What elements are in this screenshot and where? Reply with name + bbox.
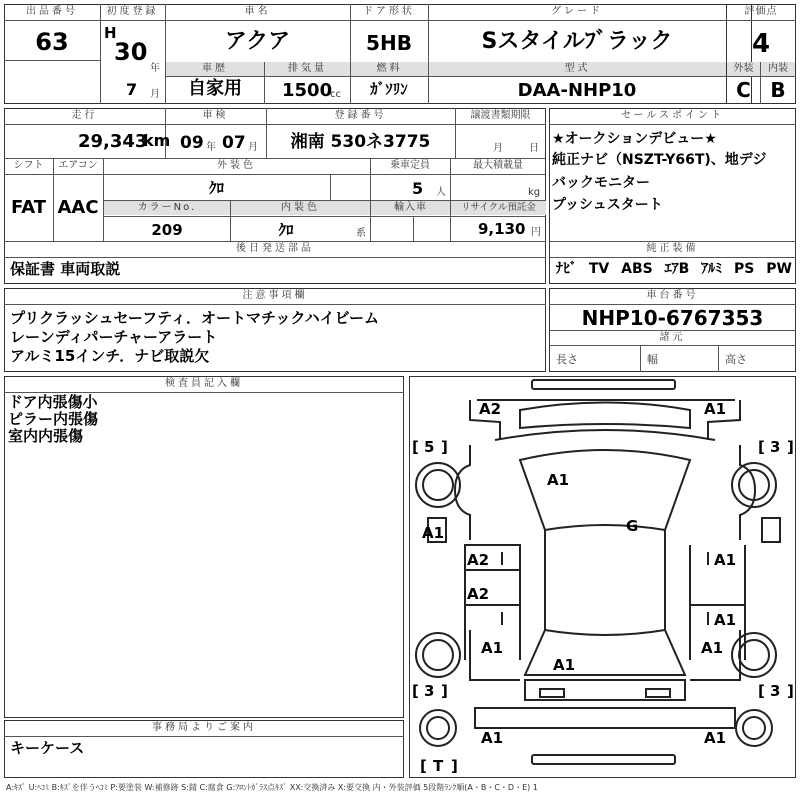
colorno: 209 xyxy=(151,221,183,239)
length-label: 長さ xyxy=(556,353,578,366)
shift-label: シフト xyxy=(13,160,44,171)
office-label: 事務局よりご案内 xyxy=(152,722,256,733)
door-label: ドア形状 xyxy=(363,6,415,17)
equipment-label: 純正装備 xyxy=(646,243,699,254)
lot-number: 63 xyxy=(35,28,69,56)
mark-bottom-left: A1 xyxy=(481,729,504,747)
grade: Sスタイルﾌﾞラック xyxy=(481,29,673,54)
tire-spare-close: ] xyxy=(451,757,458,775)
int-score: B xyxy=(770,78,786,102)
load-unit: kg xyxy=(528,187,541,198)
score-label: 評価点 xyxy=(744,6,778,17)
tire-rl-open: [ xyxy=(412,682,419,700)
windshield xyxy=(520,450,690,530)
width-label: 幅 xyxy=(647,353,658,366)
roof-sides xyxy=(545,530,665,630)
equip-tv: TV xyxy=(588,261,610,277)
capacity-label: 乗車定員 xyxy=(390,160,430,171)
history: 自家用 xyxy=(188,78,242,99)
left-front-fender xyxy=(455,445,470,540)
era: H xyxy=(104,24,117,42)
car-diagram xyxy=(409,376,796,778)
mirror-right xyxy=(762,518,780,542)
transfer-label: 譲渡書類期限 xyxy=(470,110,531,121)
insp-year: 09 xyxy=(180,133,204,153)
insp-month: 07 xyxy=(222,133,246,153)
mark-left-rear-door: A2 xyxy=(467,585,490,603)
rear-plate xyxy=(532,755,675,764)
office-text: キーケース xyxy=(10,739,85,757)
displacement-label: 排気量 xyxy=(265,62,350,76)
inspector-line-1: ドア内張傷小 xyxy=(8,393,98,411)
model: DAA-NHP10 xyxy=(517,80,637,101)
equip-pw: PW xyxy=(766,261,792,277)
mark-glass: G xyxy=(626,517,639,535)
color: ｸﾛ xyxy=(208,179,224,197)
history-label: 車歴 xyxy=(166,62,264,76)
tire-fr: 3 xyxy=(770,438,781,456)
equip-alloy: ｱﾙﾐ xyxy=(701,261,723,277)
mark-left-front-door: A2 xyxy=(467,551,490,569)
recycle-unit: 円 xyxy=(531,227,541,238)
docs-label: 後日発送部品 xyxy=(236,243,314,254)
int-label: 内装 xyxy=(761,62,795,76)
transfer-month: 月 xyxy=(493,143,503,154)
tail-right xyxy=(646,689,670,697)
reg-year: 30 xyxy=(114,38,148,66)
plate-label: 登録番号 xyxy=(334,110,387,121)
inspector-line-3: 室内内張傷 xyxy=(8,427,84,445)
notes-line-3: アルミ15インチ．ナビ取説欠 xyxy=(10,347,210,365)
mileage-label: 走行 xyxy=(71,110,98,121)
chassis-number: NHP10-6767353 xyxy=(581,306,764,330)
tire-spare-open: [ xyxy=(420,757,427,775)
mark-right-front-door: A1 xyxy=(714,551,737,569)
tire-fl: 5 xyxy=(424,438,435,456)
tire-fl-close: ] xyxy=(441,438,448,456)
mark-bottom-right: A1 xyxy=(704,729,727,747)
intcolor: ｸﾛ xyxy=(278,221,294,239)
colorno-label: カラーNo. xyxy=(104,201,230,215)
mark-roof: A1 xyxy=(547,471,570,489)
plate-number: 湘南 530ネ3775 xyxy=(290,132,431,152)
tire-rr-close: ] xyxy=(787,682,794,700)
inspector-line-2: ピラー内張傷 xyxy=(8,410,99,428)
inspector-label: 検査員記入欄 xyxy=(165,378,243,389)
rear-glass xyxy=(525,630,685,675)
recycle: 9,130 xyxy=(478,220,526,238)
shift: FAT xyxy=(10,197,47,218)
sales-line-1: ★オークションデビュー★ xyxy=(552,131,717,147)
sales-line-2: 純正ナビ（NSZT-Y66T)、地デジ xyxy=(552,152,767,168)
displacement: 1500 xyxy=(282,80,333,101)
insp-year-unit: 年 xyxy=(206,142,216,153)
front-corners xyxy=(470,400,740,440)
hood xyxy=(520,403,690,429)
tire-fr-open: [ xyxy=(758,438,765,456)
mark-front-left: A2 xyxy=(479,400,502,418)
fuel-label: 燃料 xyxy=(351,62,428,76)
tire-spare: T xyxy=(433,757,444,775)
recycle-label: リサイクル預託金 xyxy=(451,201,546,215)
car-name: アクア xyxy=(224,29,291,54)
reg-month: 7 xyxy=(126,80,138,99)
equip-airbag: ｴｱB xyxy=(664,261,690,277)
tire-rl: 3 xyxy=(424,682,435,700)
docs: 保証書 車両取説 xyxy=(10,260,121,278)
mark-right-rear-door: A1 xyxy=(714,611,737,629)
lot-label: 出品番号 xyxy=(26,6,78,17)
grade-label: グレード xyxy=(551,6,603,17)
model-label: 型式 xyxy=(429,62,726,76)
reg-label: 初度登録 xyxy=(106,6,159,17)
tire-fl-open: [ xyxy=(412,438,419,456)
inspection-label: 車検 xyxy=(202,110,229,121)
tire-spare-icon xyxy=(420,710,456,746)
height-label: 高さ xyxy=(725,353,747,366)
right-front-fender xyxy=(740,445,755,540)
chassis-label: 車台番号 xyxy=(646,290,699,301)
tire-rl-close: ] xyxy=(441,682,448,700)
mark-left-fender: A1 xyxy=(422,524,445,542)
year-unit: 年 xyxy=(150,63,160,74)
ac-label: エアコン xyxy=(58,160,98,171)
tire-rr: 3 xyxy=(770,682,781,700)
hood-line xyxy=(495,430,715,440)
ext-score: C xyxy=(736,78,751,102)
rear-bumper xyxy=(475,708,735,728)
load-label: 最大積載量 xyxy=(473,160,523,171)
km-unit: km xyxy=(143,131,171,150)
color-label: 外装色 xyxy=(217,160,256,171)
notes-line-2: レーンディパーチャーアラート xyxy=(10,328,218,346)
notes-line-1: プリクラッシュセーフティ．オートマチックハイビーム xyxy=(10,309,380,327)
transfer-day: 日 xyxy=(529,143,539,154)
capacity: 5 xyxy=(412,179,424,198)
mileage: 29,343 xyxy=(78,131,148,152)
mark-front-right: A1 xyxy=(704,400,727,418)
name-label: 車名 xyxy=(244,6,271,17)
equip-ps: PS xyxy=(734,261,755,277)
equip-abs: ABS xyxy=(621,261,653,277)
sales-line-3: バックモニター xyxy=(552,175,650,191)
month-unit: 月 xyxy=(150,89,160,100)
mark-right-quarter: A1 xyxy=(701,639,724,657)
rear-quarters xyxy=(470,630,740,680)
equipment-list xyxy=(556,262,792,276)
sales-label: セールスポイント xyxy=(620,110,725,121)
score: 4 xyxy=(751,29,771,59)
equip-navi: ﾅﾋﾞ xyxy=(556,261,577,277)
insp-month-unit: 月 xyxy=(248,142,258,153)
tire-spare-right-icon xyxy=(736,710,772,746)
mark-left-quarter: A1 xyxy=(481,639,504,657)
spec-label: 諸元 xyxy=(659,332,686,343)
fuel: ｶﾞｿﾘﾝ xyxy=(370,80,408,98)
import-label: 輸入車 xyxy=(371,201,450,215)
tire-fr-close: ] xyxy=(787,438,794,456)
cc-unit: cc xyxy=(330,89,341,100)
ac: AAC xyxy=(57,197,99,218)
front-bumper xyxy=(532,380,675,389)
notes-label: 注意事項欄 xyxy=(242,290,308,301)
capacity-unit: 人 xyxy=(436,187,446,198)
legend: A:ｷｽﾞ U:ﾍｺﾐ B:ｷｽﾞを伴うﾍｺﾐ P:要塗装 W:補修跡 S:錆 C:腐食 G:ﾌﾛﾝﾄｶﾞﾗｽ点ｷｽﾞ XX:交換済み X:要交換 内・外装評価 5段階ﾗﾝｸ順(A・B・C・D・E) 1 xyxy=(6,783,538,792)
intcolor-label: 内装色 xyxy=(231,201,370,215)
mark-rear-center: A1 xyxy=(553,656,576,674)
door-shape: 5HB xyxy=(366,31,412,55)
ext-label: 外装 xyxy=(727,62,760,76)
tire-rr-open: [ xyxy=(758,682,765,700)
sales-line-4: プッシュスタート xyxy=(552,197,663,213)
intcolor-suffix: 系 xyxy=(356,228,366,239)
tail-left xyxy=(540,689,564,697)
